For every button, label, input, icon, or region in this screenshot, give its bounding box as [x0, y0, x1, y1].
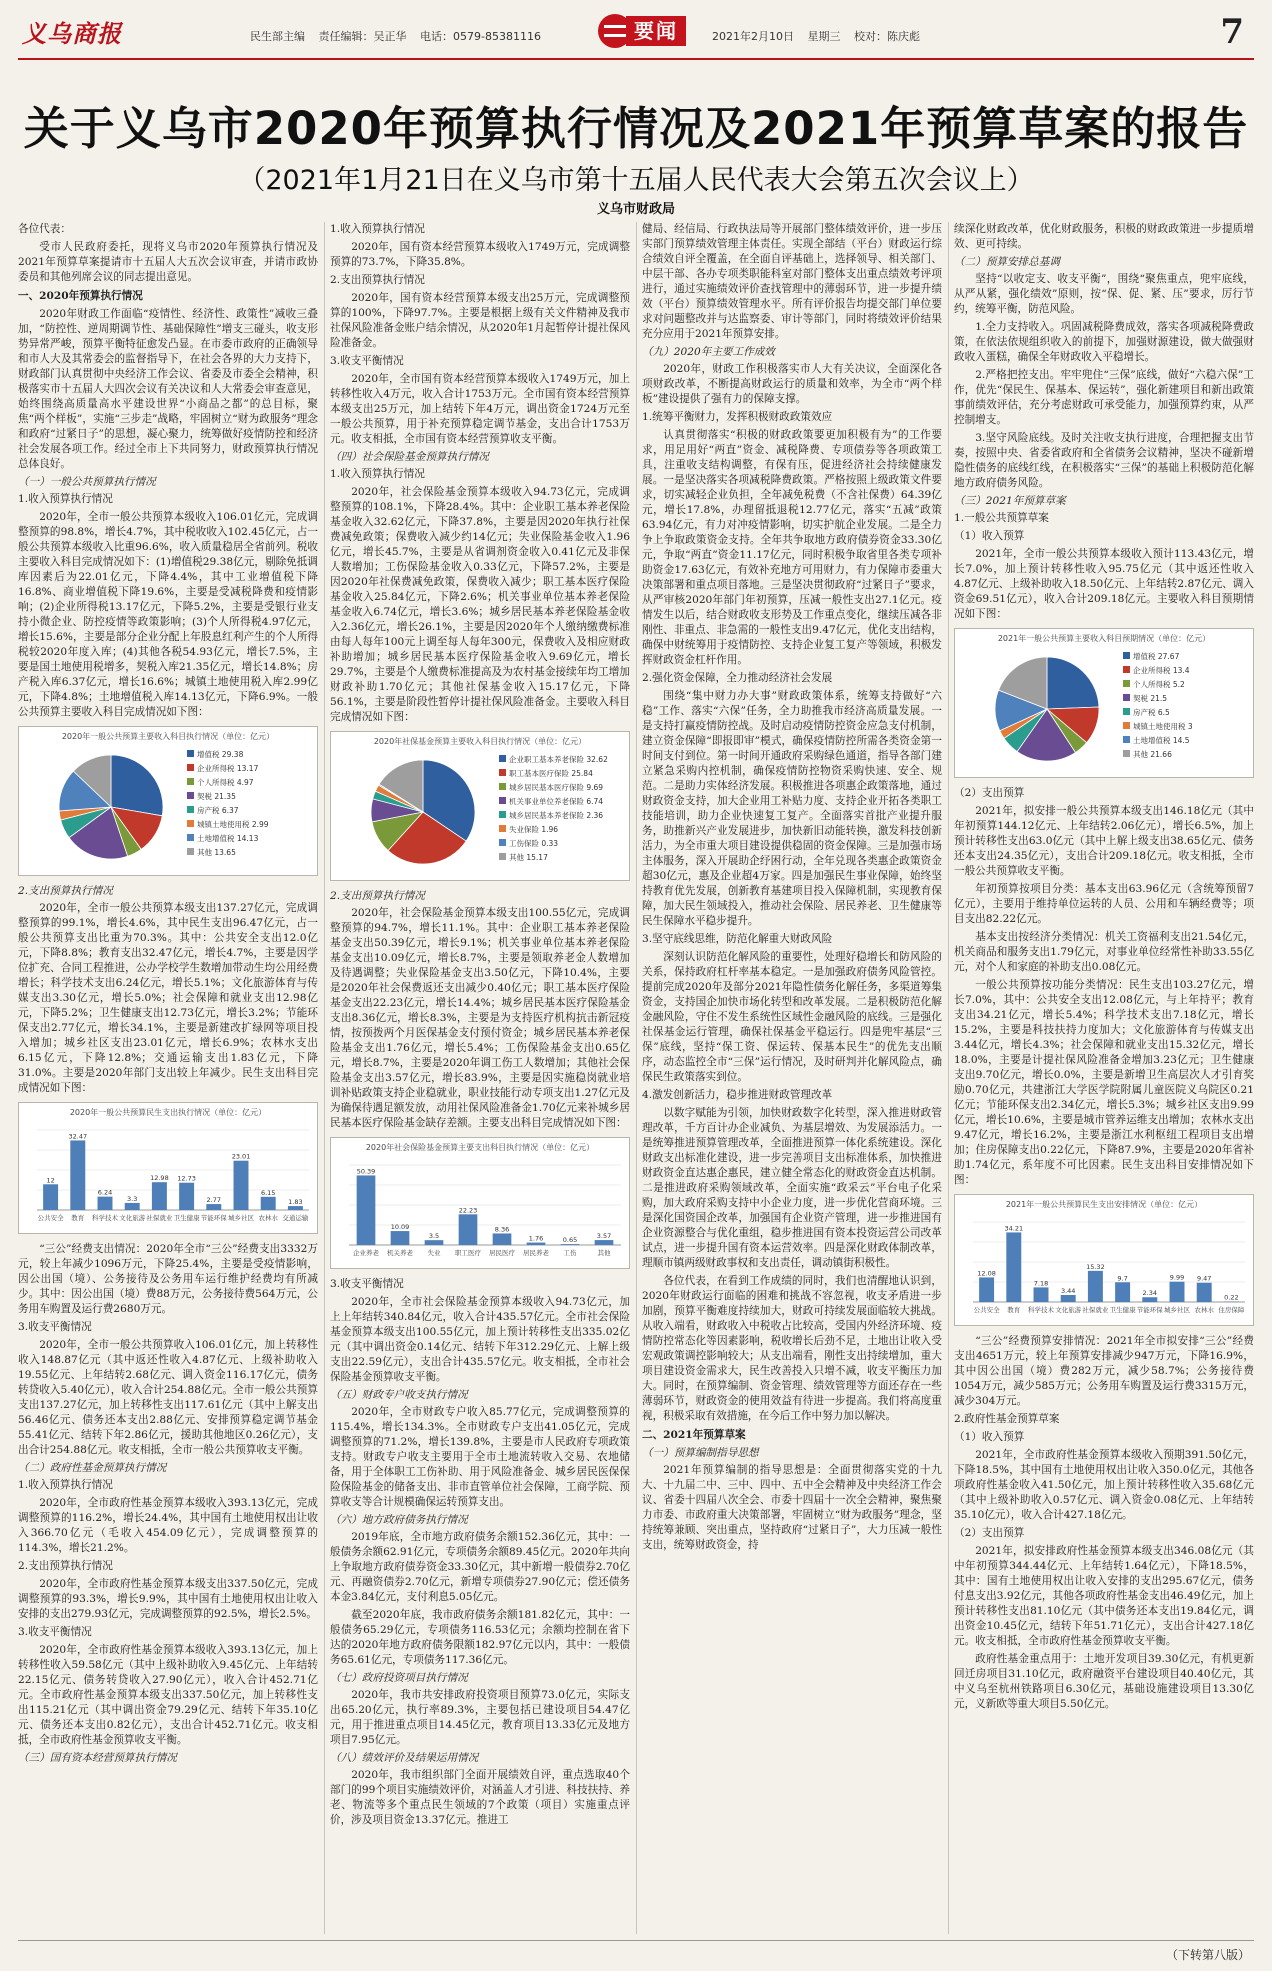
data-label: 6.24 [97, 1188, 113, 1197]
article-subtitle: （2021年1月21日在义乌市第十五届人民代表大会第五次会议上） [238, 165, 1034, 196]
subsection-heading: （三）2021年预算草案 [954, 495, 1066, 507]
data-label: 0.22 [1224, 1293, 1239, 1302]
paragraph: 2021年，全市一般公共预算本级收入预计113.43亿元，增长7.0%，加上预计转移性收入95.75亿元（其中返还性收入4.87亿元、上级补助收入18.50亿元、上年结转2.87亿元、调入资金69.51亿元），收入合计209.18亿元。主要收入科目预期情况如下图： [954, 548, 1254, 620]
bar [98, 1197, 113, 1210]
legend-swatch [499, 783, 506, 790]
item-heading: 3.收支平衡情况 [330, 355, 404, 367]
subsection-heading: （六）地方政府债务执行情况 [330, 1514, 468, 1526]
item-heading: 2.支出预算执行情况 [330, 274, 425, 286]
paragraph: 2020年，全市一般公共预算本级支出137.27亿元，完成调整预算的99.1%，增长4.6%，其中民生支出96.47亿元，占一般公共预算支出比重为70.3%。其中：公共安全支出12.0亿元，下降8.8%；教育支出32.47亿元，增长4.7%，主要是因学位扩充、合同工程推进，公办学校学生数增加带动生均公用经费增长；科学技术支出6.24亿元，增长5.1%；文化旅游体育与传媒支出3.30亿元，增长5.0%；社会保障和就业支出12.98亿元，下降5.2%；卫生健康支出12.73亿元，增长3.2%；节能环保支出2.77亿元，增长34.1%，主要是新建改扩绿网等项目投入增加；城乡社区支出23.01亿元，增长6.9%；农林水支出6.15亿元，下降12.8%；交通运输支出1.83亿元，下降31.0%。主要是2020年部门支出较上年减少。民生支出科目完成情况如下图： [18, 902, 318, 1094]
column-2 [330, 222, 630, 1934]
tick-label: 居民医疗 [489, 1249, 515, 1257]
paragraph: 续深化财政改革，优化财政服务，积极的财政政策进一步提质增效、更可持续。 [954, 223, 1254, 250]
paragraph: 2021年，拟安排政府性基金预算本级支出346.08亿元（其中年初预算344.44亿元、上年结转1.64亿元），下降18.5%，其中：国有土地使用权出让收入安排的支出295.67亿元，债务付息支出3.92亿元，其他各项政府性基金支出46.49亿元，加上预计转移性支出81.10亿元（其中债务还本支出19.84亿元，调出资金10.45亿元，结转下年51.71亿元），支出合计427.18亿元。收支相抵，全市政府性基金预算收支平衡。 [954, 1545, 1254, 1647]
legend-label: 个人所得税 5.2 [1133, 680, 1185, 689]
data-label: 0.65 [562, 1236, 578, 1245]
chart-figure [330, 1137, 630, 1269]
tick-label: 文化旅游 [119, 1214, 146, 1222]
legend-label: 土地增值税 14.5 [1133, 736, 1190, 745]
tick-label: 失业 [427, 1249, 441, 1257]
chart-figure [18, 1102, 318, 1234]
item-heading: 1.收入预算执行情况 [330, 223, 425, 235]
data-label: 15.32 [1086, 1262, 1105, 1271]
tick-label: 住房保障 [1218, 1306, 1245, 1314]
item-heading: 2.支出预算执行情况 [18, 885, 113, 897]
data-label: 9.99 [1169, 1273, 1185, 1282]
header-divider [18, 58, 1254, 60]
tick-label: 卫生健康 [173, 1214, 200, 1222]
legend-label: 增值税 27.67 [1133, 652, 1180, 661]
legend-swatch [187, 778, 194, 785]
bar [459, 1214, 478, 1245]
tick-label: 科学技术 [92, 1214, 118, 1222]
item-heading: 1.统筹平衡财力，发挥积极财政政策效应 [642, 411, 833, 423]
paragraph: 1.全力支持收入。巩固减税降费成效，落实各项减税降费政策，在依法依规组织收入的前提下，加强财源建设，做大做强财政收入蛋糕，确保全年财政收入平稳增长。 [954, 321, 1254, 363]
legend-swatch [1123, 652, 1130, 659]
item-heading: （1）收入预算 [954, 530, 1025, 542]
bar [1197, 1283, 1212, 1302]
subsection-heading: （一）预算编制指导思想 [642, 1447, 759, 1459]
tick-label: 文化旅游 [1055, 1306, 1082, 1314]
data-label: 12.98 [150, 1174, 169, 1183]
bar [234, 1161, 249, 1210]
tick-label: 科学技术 [1028, 1306, 1054, 1314]
legend-label: 企业职工基本养老保险 32.62 [509, 755, 608, 764]
paragraph: 基本支出按经济分类情况：机关工资福利支出21.54亿元，机关商品和服务支出1.79亿元，对事业单位经常性补助33.55亿元，对个人和家庭的补助支出0.08亿元。 [954, 931, 1254, 973]
data-label: 8.36 [494, 1225, 510, 1234]
data-label: 32.47 [68, 1132, 88, 1141]
legend-label: 城乡居民基本养老保险 2.36 [509, 811, 604, 820]
paragraph: 2.严格把控支出。牢牢兜住“三保”底线，做好“六稳六保”工作，优先“保民生、保基本、保运转”，强化新建项目和新出政策事前绩效评估，充分考虑财政可承受能力，加强预算约束，从严控制增支。 [954, 369, 1254, 426]
paragraph: 坚持“以收定支、收支平衡”，围绕“聚焦重点，兜牢底线，从严从紧，强化绩效”原则，按“保、促、紧、压”要求，厉行节约，统筹平衡，防范风险。 [954, 273, 1254, 315]
data-label: 9.47 [1196, 1274, 1212, 1283]
legend-swatch [187, 820, 194, 827]
editor-in-chief: 民生部主编 [250, 30, 305, 43]
chart-figure [954, 1194, 1254, 1326]
tick-label: 社保就业 [1082, 1306, 1109, 1314]
chart-bar-1 [19, 1118, 317, 1230]
bar [1170, 1282, 1185, 1302]
tick-label: 职工医疗 [455, 1249, 481, 1257]
data-label: 3.57 [596, 1232, 612, 1241]
data-label: 6.15 [260, 1188, 276, 1197]
legend-swatch [187, 848, 194, 855]
item-heading: 1.收入预算执行情况 [18, 1479, 113, 1491]
data-label: 2.34 [1142, 1289, 1158, 1298]
item-heading: 1.收入预算执行情况 [18, 493, 113, 505]
paragraph: 2020年，国有资本经营预算本级收入1749万元，完成调整预算的73.7%，下降35.8%。 [330, 241, 630, 268]
tick-label: 居民养老 [523, 1249, 549, 1257]
legend-label: 土地增值税 14.13 [197, 834, 259, 843]
legend-label: 其他 15.17 [509, 853, 548, 862]
issue-date: 2021年2月10日 [712, 30, 794, 43]
duty-editor: 责任编辑：吴正华 [318, 30, 407, 43]
legend-label: 城乡居民基本医疗保险 9.69 [509, 783, 604, 792]
legend-label: 其他 21.66 [1133, 750, 1172, 759]
masthead-logo: 义乌商报 [22, 19, 122, 48]
paragraph: 受市人民政府委托，现将义乌市2020年预算执行情况及2021年预算草案提请市十五届人大五次会议审查，并请市政协委员和其他列席会议的同志提出意见。 [18, 241, 318, 283]
tick-label: 企业养老 [353, 1249, 379, 1257]
paragraph: 2020年，全市一般公共预算本级收入106.01亿元，完成调整预算的98.8%，增长4.7%，其中税收收入102.45亿元，占一般公共预算本级收入比重96.6%，收入质量稳居全省前列。税收主要收入科目完成情况如下：(1)增值税29.38亿元，剔除免抵调库因素后为22.01亿元，下降4.4%，其中工业增值税下降16.8%、商业增值税下降19.6%，主要是受减税降费和疫情影响；(2)企业所得税13.17亿元，下降5.2%，主要是受银行业支持小微企业、防控疫情等政策影响；(3)个人所得税4.97亿元，增长15.6%，主要是部分企业分配上年股息红利产生的个人所得税较2020年度入库；(4)其他各税54.93亿元，增长7.5%，主要是国土地使用税增多，契税入库21.35亿元，增长14.8%；房产税入库6.37亿元，增长16.6%；城镇土地使用税入库2.99亿元，下降4.8%；土地增值税入库14.13亿元，下降6.9%。一般公共预算主要收入科目完成情况如下图： [18, 511, 318, 718]
item-heading: 3.坚守底线思维，防范化解重大财政风险 [642, 933, 833, 945]
subsection-heading: （九）2020年主要工作成效 [642, 346, 775, 358]
legend-swatch [499, 755, 506, 762]
legend-swatch [499, 825, 506, 832]
column-1 [18, 222, 318, 1934]
tick-label: 其他 [597, 1249, 611, 1257]
bar [561, 1244, 580, 1245]
chart-title: 2021年一般公共预算民生支出安排情况（单位：亿元） [1005, 1200, 1203, 1209]
data-label: 3.44 [1060, 1287, 1076, 1296]
page-number: 7 [1220, 12, 1244, 52]
data-label: 50.39 [356, 1167, 376, 1176]
paragraph: 以数字赋能为引领，加快财政数字化转型，深入推进财政管理改革，千方百计办企业减负、为基层增效、为发展添活力。一是统筹推进预算管理改革，全面推进预算一体化系统建设。深化财政支出标准化建设，进一步完善项目支出标准体系，加快推进财政资金直达惠企惠民，建立健全常态化的财政资金直达机制。二是推进政府采购领域改革，全面实施“政采云”平台电子化采购，加大政府采购支持中小企业力度，进一步优化营商环境。三是深化国资国企改革，加强国有企业资产管理，进一步推进国有企业资源整合与优化重组，稳步推进国有资本投资运营公司改革试点，进一步提升国有资本运营效率。四是深化财政体制改革，理顺市镇两级财政事权和支出责任，调动镇街积极性。 [642, 1107, 942, 1269]
legend-label: 增值税 29.38 [197, 750, 244, 759]
chart-title: 2021年一般公共预算主要收入科目预期情况（单位：亿元） [997, 634, 1211, 643]
item-heading: （2）支出预算 [954, 787, 1025, 799]
paragraph: 认真贯彻落实“积极的财政政策要更加积极有为”的工作要求，用足用好“两直”资金、减税降费、专项债券等各项政策工具，注重收支结构调整，有保有压，促进经济社会持续健康发展。一是坚决落实各项减税降费政策。严格按照上级政策文件要求，切实减轻企业负担，全年减免税费（不含社保费）64.39亿元，增长17.8%，办理留抵退税12.77亿元，落实“五减”政策63.94亿元，有力对冲疫情影响，切实护航企业发展。二是全力争上争取政策资金支持。全年共争取地方政府债券资金33.30亿元，争取“两直”资金11.17亿元，同时积极争取省里各类专项补助资金17.63亿元，有效补充地方可用财力，有力保障市委重大决策部署和重点项目落地。三是坚决贯彻政府“过紧日子”要求，从严审核2020年部门年初预算，压减一般性支出27.1亿元。疫情发生以后，结合财政收支形势及工作重点变化，继续压减各非刚性、非重点、非急需的一般性支出9.47亿元，优化支出结构，确保中财统筹用于疫情防控、支持企业复工复产等领域，积极发挥财政资金杠杆作用。 [642, 429, 942, 666]
bar [288, 1206, 303, 1210]
section-label: 要闻 [626, 16, 686, 46]
section-heading: 一、2020年预算执行情况 [18, 290, 143, 302]
data-label: 9.7 [1117, 1274, 1128, 1283]
item-heading: 4.激发创新活力，稳步推进财政管理改革 [642, 1089, 833, 1101]
paragraph: 围绕“集中财力办大事”财政政策体系，统筹支持做好“六稳”工作、落实“六保”任务，全力助推我市经济高质量发展。一是支持打赢疫情防控战。及时启动疫情防控资金应急支付机制，建立资金保障“即报即审”模式，确保疫情防控所需各类资金第一时间支付到位。第一时间开通政府采购绿色通道，指导各部门建立紧急采购内控机制，确保疫情防控物资采购快速、安全、规范。二是助力实体经济发展。积极推进各项惠企政策落地，通过财政资金支持，加大企业用工补贴力度、支持企业开拓各类职工技能培训，助力企业快速复工复产。全面落实首批产业提升服务，助推新兴产业发展进步，加快新旧动能转换，激发科技创新活力，为全市重大项目建设提供稳固的资金保障。三是加强市场主体服务，深入开展助企纾困行动，全年兑现各类惠企政策资金超30亿元，惠及企业超4万家。四是加强民生事业保障，始终坚持教育优先发展，创新教育基建项目投入保障机制，实现教育保障，加大民生领域投入，推动社会保险、居民养老、卫生健康等民生保障水平稳步提升。 [642, 690, 942, 927]
bar [125, 1203, 140, 1210]
column-3 [642, 222, 942, 1934]
subsection-heading: （二）预算安排总基调 [954, 256, 1060, 268]
paragraph: 2020年，社会保险基金预算本级支出100.55亿元，完成调整预算的94.7%，增长11.1%。其中：企业职工基本养老保险基金支出50.39亿元，增长9.1%；机关事业单位基本养老保险基金支出10.09亿元，增长8.7%，主要是领取养老金人数增加及待遇调整；失业保险基金支出3.50亿元，下降10.4%，主要是2020年社会保费返还支出减少0.40亿元；职工基本医疗保险基金支出22.23亿元，增长14.4%；城乡居民基本医疗保险基金支出8.36亿元，增长8.3%，主要是为支持医疗机构抗击新冠疫情，按预拨两个月医保基金支付预付资金；城乡居民基本养老保险基金支出1.76亿元，增长5.4%；工伤保险基金支出0.65亿元，增长8.7%，主要是2020年调工伤工人数增加；其他社会保险基金支出3.57亿元，增长83.9%，主要是因实施稳岗就业培训补贴政策支持企业稳就业，职业技能行动专项支出1.27亿元及为确保待遇足额发放，动用社保风险准备金1.70亿元来补城乡居民基本医疗保险基金缺存差额。主要支出科目完成情况如下图： [330, 907, 630, 1129]
pie-slice [111, 755, 163, 816]
paragraph: 健局、经信局、行政执法局等开展部门整体绩效评价，进一步压实部门预算绩效管理主体责任。实现全部结（平台）财政运行综合绩效自评全覆盖，在全面自评基础上，选择领导、相关部门、中层干部、各办专项类职能科室对部门整体支出重点绩效考评项进行，通过实施绩效评价查找管理中的薄弱环节，进一步提升绩效（平台）预算绩效管理水平。所有评价报告均提交部门单位要求对问题整改并与达监察委、审计等部门，同时将绩效评价结果充分应用于2021年预算安排。 [642, 223, 942, 340]
subsection-heading: （四）社会保险基金预算执行情况 [330, 451, 489, 463]
data-label: 34.21 [1004, 1224, 1024, 1233]
legend-swatch [499, 769, 506, 776]
bar [425, 1240, 444, 1245]
paragraph: “三公”经费支出情况：2020年全市“三公”经费支出3332万元，较上年减少1096万元，下降25.4%，主要是受疫情影响，因公出国（境）、公务接待及公务用车运行维护经费均有所减少。其中：因公出国（境）费88万元，公务接待费564万元，公务用车购置及运行费2680万元。 [18, 1243, 318, 1315]
chart-figure [954, 628, 1254, 778]
legend-swatch [187, 792, 194, 799]
article-author: 义乌市财政局 [596, 202, 675, 217]
chart-pie-2 [331, 747, 629, 877]
weekday: 星期三 [807, 30, 841, 43]
bar [527, 1243, 546, 1245]
phone: 电话：0579-85381116 [420, 30, 541, 43]
legend-swatch [499, 853, 506, 860]
data-label: 23.01 [231, 1152, 251, 1161]
item-heading: 3.收支平衡情况 [18, 1626, 92, 1638]
paragraph: 2019年底，全市地方政府债务余额152.36亿元，其中：一般债务余额62.91亿元，专项债务余额89.45亿元。2020年共向上争取地方政府债券资金33.30亿元，其中新增一般债券2.70亿元、再融资债券2.70亿元，新增专项债券27.90亿元；偿还债务本金3.84亿元，支付利息5.05亿元。 [330, 1531, 630, 1603]
paragraph: 2021年，拟安排一般公共预算本级支出146.18亿元（其中年初预算144.12亿元、上年结转2.06亿元），增长6.5%，加上预计转移性支出63.0亿元（其中上解上级支出38.65亿元、债务还本支出24.35亿元），支出合计209.18亿元。收支相抵，全市一般公共预算收支平衡。 [954, 805, 1254, 877]
paragraph: 2020年，我市共安排政府投资项目预算73.0亿元，实际支出65.20亿元，执行率89.3%，主要包括已建设项目54.47亿元，用于推进重点项目14.45亿元，教育项目13.33亿元及地方项目7.95亿元。 [330, 1689, 630, 1746]
section-badge [598, 14, 690, 48]
bar [179, 1183, 194, 1210]
chart-title: 2020年一般公共预算主要收入科目执行情况（单位：亿元） [61, 732, 275, 741]
footer-divider [18, 1940, 1254, 1941]
tick-label: 城乡社区 [228, 1214, 254, 1222]
item-heading: 1.一般公共预算草案 [954, 512, 1049, 524]
bar [493, 1233, 512, 1245]
paragraph: 2020年，全市财政专户收入85.77亿元，完成调整预算的115.4%，增长134.3%。全市财政专户支出41.05亿元，完成调整预算的71.2%，增长139.8%，主要是市人民政府专项政策支持。财政专户收支主要用于全市土地流转收入交易、农地储备，用于全体职工工伤补助、用于风险准备金、城乡居民医保保险保险基金的储备支出、非市直管单位社会保障，工商学院、预算收支等合计规模确保运转预算支出。 [330, 1406, 630, 1508]
paragraph: 2020年，社会保险基金预算本级收入94.73亿元，完成调整预算的108.1%，下降28.4%。其中：企业职工基本养老保险基金收入32.62亿元，下降37.8%，主要是因2020年执行社保费减免政策；保费收入减少约14亿元；失业保险基金收入1.96亿元，增长45.7%，主要是从省调剂资金收入0.41亿元及非保人数增加；工伤保险基金收入0.33亿元，下降57.2%，主要是因2020年社保费减免政策，保费收入减少；职工基本医疗保险基金收入25.84亿元，下降2.6%；机关事业单位基本养老保险基金收入6.74亿元，增长3.6%；城乡居民基本养老保险基金收入2.36亿元，增长26.1%，主要是因2020年个人缴纳缴费标准由每人每年100元上调至每人每年300元，保费收入及相应财政补助增加；城乡居民基本医疗保险基金收入9.69亿元，增长29.7%，主要是个人缴费标准提高及为农村基金接续年均工增加财政补助1.70亿元；其他社保基金收入15.17亿元，下降56.1%，主要是阶段性暂停计提社保风险准备金。主要收入科目完成情况如下图： [330, 486, 630, 723]
header-info-left [250, 28, 551, 44]
paragraph: 2021年预算编制的指导思想是：全面贯彻落实党的十九大、十九届二中、三中、四中、五中全会精神及中央经济工作会议、省委十四届八次全会、市委十四届十一次全会精神，聚焦聚力市委、市政府重大决策部署，牢固树立“财为政服务”理念，坚持统筹兼顾、突出重点，坚持政府“过紧日子”，大力压减一般性支出，统筹财政资金，持 [642, 1464, 942, 1551]
data-label: 22.23 [458, 1206, 478, 1215]
article-body [18, 222, 1254, 1934]
legend-label: 失业保险 1.96 [509, 825, 559, 834]
paragraph: 3.坚守风险底线。及时关注收支执行进度，合理把握支出节奏，按照中央、省委省政府和全省债务会议精神，坚决不碰新增隐性债务的底线红线，在积极落实“三保”的基础上积极防范化解地方政府债务风险。 [954, 432, 1254, 489]
chart-figure [18, 726, 318, 876]
chart-bar-2 [331, 1153, 629, 1265]
tick-label: 城乡社区 [1164, 1306, 1190, 1314]
item-heading: 2.支出预算执行情况 [18, 1560, 113, 1572]
legend-swatch [1123, 708, 1130, 715]
data-label: 12 [46, 1176, 55, 1185]
tick-label: 机关养老 [387, 1249, 413, 1257]
paragraph: 2020年，全市社会保险基金预算本级收入94.73亿元，加上上年结转340.84亿元，收入合计435.57亿元。全市社会保险基金预算本级支出100.55亿元，加上预计转移性支出335.02亿元（其中调出资金0.14亿元、结转下年312.29亿元、上解上级支出22.59亿元），支出合计435.57亿元。收支相抵，全市社会保险基金预算收支平衡。 [330, 1296, 630, 1383]
legend-swatch [499, 797, 506, 804]
legend-label: 房产税 6.37 [197, 806, 239, 815]
tick-label: 节能环保 [1136, 1306, 1163, 1314]
tick-label: 农林水 [1194, 1306, 1214, 1314]
tick-label: 公共安全 [973, 1306, 1000, 1314]
bar [261, 1197, 276, 1210]
tick-label: 社保就业 [146, 1214, 173, 1222]
header-info-right [712, 28, 930, 44]
chart-bar-3 [955, 1210, 1253, 1322]
legend-label: 企业所得税 13.17 [197, 764, 259, 773]
tick-label: 公共安全 [37, 1214, 64, 1222]
legend-label: 契税 21.35 [197, 792, 236, 801]
legend-label: 房产税 6.5 [1133, 708, 1170, 717]
paragraph: 2020年财政工作面临“疫情性、经济性、政策性”减收三叠加，“防控性、逆周期调节性、基础保障性”增支三碰头，收支形势异常严峻，预算平衡特征愈发凸显。在市委市政府的正确领导和市人大及其常委会的监督指导下，在社会各界的大力支持下，财政部门认真贯彻中央经济工作会议、省委及市委全会精神，积极落实市十五届人大四次会议有关决议和人大常委会审查意见，始终围绕高质量高水平建设世界“小商品之都”的总目标，聚焦“两个样板”，实施“三步走”战略，牢固树立“财为政服务”理念和政府“过紧日子”的思想，凝心聚力，统筹做好疫情防控和经济社会发展各项工作。经过全市上下共同努力，财政预算执行情况总体良好。 [18, 308, 318, 470]
proofreader: 校对：陈庆彪 [854, 30, 920, 43]
bar [595, 1240, 614, 1245]
paragraph: 2020年，国有资本经营预算本级支出25万元，完成调整预算的100%，下降97.7%。主要是根据上级有关文件精神及我市社保风险准备金账户结余情况，从2020年1月起暂停计提社保风险准备金。 [330, 292, 630, 349]
paragraph: 2020年，全市政府性基金预算本级支出337.50亿元，完成调整预算的93.3%，增长9.9%，其中国有土地使用权出让收入安排的支出279.93亿元，完成调整预算的92.5%，增长2.5%。 [18, 1578, 318, 1620]
legend-swatch [187, 806, 194, 813]
section-heading: 二、2021年预算草案 [642, 1429, 746, 1441]
bar [391, 1231, 410, 1245]
chart-pie-3 [955, 644, 1253, 774]
subsection-heading: （三）国有资本经营预算执行情况 [18, 1752, 177, 1764]
bar [1142, 1297, 1157, 1302]
tick-label: 工伤 [563, 1249, 577, 1257]
legend-label: 工伤保险 0.33 [509, 839, 559, 848]
paragraph: 年初预算按项目分类：基本支出63.96亿元（含统筹预留7亿元），主要用于维持单位运转的人员、公用和车辆经费等；项目支出82.22亿元。 [954, 883, 1254, 925]
legend-swatch [499, 839, 506, 846]
bar [1006, 1232, 1021, 1302]
paragraph: 2020年，全市一般公共预算收入106.01亿元，加上转移性收入148.87亿元（其中返还性收入4.87亿元、上级补助收入19.55亿元、上年结转2.68亿元、调入资金116.17亿元，债务转贷收入5.40亿元），收入合计254.88亿元。全市一般公共预算支出137.27亿元，加上转移性支出117.61亿元（其中上解支出56.46亿元、债务还本支出2.88亿元、安排预算稳定调节基金55.41亿元、结转下年2.86亿元，援助其他地区0.26亿元），支出合计254.88亿元。收支相抵，全市一般公共预算收支平衡。 [18, 1339, 318, 1456]
bar [979, 1277, 994, 1302]
paragraph: 截至2020年底，我市政府债务余额181.82亿元，其中：一般债务65.29亿元，专项债务116.53亿元；余额均控制在省下达的2020年地方政府债务限额182.97亿元以内，其中：一般债务65.61亿元，专项债务117.36亿元。 [330, 1609, 630, 1666]
data-label: 1.83 [288, 1198, 303, 1207]
subsection-heading: （七）政府投资项目执行情况 [330, 1672, 468, 1684]
legend-label: 城镇土地使用税 3 [1133, 722, 1193, 731]
tick-label: 卫生健康 [1109, 1306, 1136, 1314]
data-label: 2.77 [206, 1196, 222, 1205]
bar [1034, 1287, 1049, 1302]
paragraph: 2020年，全市国有资本经营预算本级收入1749万元，加上转移性收入4万元，收入合计1753万元。全市国有资本经营预算本级支出25万元，加上结转下年4万元，调出资金1724万元至一般公共预算，用于补充预算稳定调节基金，支出合计1753万元。收支相抵，全市国有资本经营预算收支平衡。 [330, 373, 630, 445]
legend-label: 机关事业单位养老保险 6.74 [509, 797, 604, 806]
item-heading: 2.支出预算执行情况 [330, 890, 425, 902]
item-heading: （2）支出预算 [954, 1527, 1025, 1539]
data-label: 3.3 [127, 1194, 138, 1203]
item-heading: 2.强化资金保障，全力推动经济社会发展 [642, 672, 833, 684]
legend-label: 城镇土地使用税 2.99 [197, 820, 269, 829]
item-heading: 1.收入预算执行情况 [330, 468, 425, 480]
data-label: 7.18 [1033, 1279, 1049, 1288]
page-header [0, 0, 1272, 62]
legend-label: 个人所得税 4.97 [197, 778, 254, 787]
legend-swatch [187, 834, 194, 841]
legend-swatch [187, 750, 194, 757]
legend-label: 职工基本医疗保险 25.84 [509, 769, 593, 778]
paragraph: 2020年，全市政府性基金预算本级收入393.13亿元，完成调整预算的116.2%，增长24.4%，其中国有土地使用权出让收入366.70亿元（毛收入454.09亿元），完成调整预算的114.3%，增长21.2%。 [18, 1497, 318, 1554]
legend-swatch [187, 764, 194, 771]
bar [152, 1182, 167, 1210]
legend-swatch [1123, 680, 1130, 687]
legend-swatch [1123, 694, 1130, 701]
subsection-heading: （二）政府性基金预算执行情况 [18, 1462, 167, 1474]
tick-label: 交通运输 [282, 1214, 309, 1222]
legend-label: 企业所得税 13.4 [1133, 666, 1190, 675]
chart-title: 2020年社会保险基金预算主要支出科目执行情况（单位：亿元） [365, 1143, 595, 1152]
salutation: 各位代表： [18, 223, 71, 235]
data-label: 12.08 [977, 1269, 996, 1278]
continued-note: （下转第八版） [1165, 1948, 1250, 1962]
paragraph: 深刻认识防范化解风险的重要性，处理好稳增长和防风险的关系，保持政府杠杆率基本稳定。一是加强政府债务风险管控。提前完成2020年及部分2021年隐性债务化解任务，多渠道筹集资金，支持国企加快市场化转型和改革发展。二是积极防范化解金融风险，守住不发生系统性区域性金融风险的底线。三是强化社保基金运行管理，确保社保基金平稳运行。四是兜牢基层“三保”底线，坚持“保工资、保运转、保基本民生”的优先支出顺序，动态监控全市“三保”运行情况，及时研判并化解风险点，确保民生政策落实到位。 [642, 951, 942, 1083]
subsection-heading: （五）财政专户收支执行情况 [330, 1389, 468, 1401]
tick-label: 教育 [71, 1214, 85, 1222]
paragraph: 政府性基金重点用于：土地开发项目39.30亿元，有机更新回迁房项目31.10亿元，政府融资平台建设项目40.40亿元，其中义乌至杭州铁路项目6.30亿元，基础设施建设项目13.30亿元，义新欧等重大项目5.50亿元。 [954, 1653, 1254, 1710]
item-heading: （1）收入预算 [954, 1431, 1025, 1443]
paragraph: 2020年，财政工作积极落实市人大有关决议，全面深化各项财政改革，不断提高财政运行的质量和效率，为全市“两个样板”建设提供了强有力的保障支撑。 [642, 363, 942, 405]
tick-label: 教育 [1007, 1306, 1021, 1314]
column-4 [954, 222, 1254, 1934]
bar [43, 1184, 58, 1210]
paragraph: 2020年，全市政府性基金预算本级收入393.13亿元，加上转移性收入59.58亿元（其中上级补助收入9.45亿元、上年结转22.15亿元、债务转贷收入27.90亿元），收入合计452.71亿元。全市政府性基金预算本级支出337.50亿元，加上转移性支出115.21亿元（其中调出资金79.29亿元、结转下年35.10亿元、债务还本支出0.82亿元），支出合计452.71亿元。收支相抵，全市政府性基金预算收支平衡。 [18, 1644, 318, 1746]
legend-swatch [1123, 736, 1130, 743]
legend-swatch [499, 811, 506, 818]
chart-title: 2020年社保基金预算主要收入科目执行情况（单位：亿元） [373, 737, 587, 746]
subsection-heading: （一）一般公共预算执行情况 [18, 476, 156, 488]
paragraph: 2020年，我市组织部门全面开展绩效自评，重点选取40个部门的99个项目实施绩效评价，对涵盖人才引进、科技扶持、养老、物流等多个重点民生领域的7个政策（项目）实施重点评价，涉及项目资金13.37亿元。推进工 [330, 1769, 630, 1826]
data-label: 10.09 [390, 1223, 410, 1232]
legend-swatch [1123, 666, 1130, 673]
pie-slice [1047, 657, 1099, 709]
bar [70, 1140, 85, 1210]
bar [206, 1204, 221, 1210]
data-label: 1.76 [528, 1234, 544, 1243]
chart-pie-1 [19, 742, 317, 872]
legend-swatch [1123, 750, 1130, 757]
chart-figure [330, 731, 630, 881]
bar [1115, 1282, 1130, 1302]
article-title: 关于义乌市2020年预算执行情况及2021年预算草案的报告 [23, 102, 1249, 155]
paragraph: 一般公共预算按功能分类情况：民生支出103.27亿元，增长7.0%，其中：公共安全支出12.08亿元，与上年持平；教育支出34.21亿元，增长5.4%；科学技术支出7.18亿元，增长15.2%，主要是科技扶持力度加大；文化旅游体育与传媒支出3.44亿元，增长4.3%；社会保障和就业支出15.32亿元，增长18.0%，主要是计提社保风险准备金增加3.23亿元；卫生健康支出9.70亿元，增长0.0%，主要是新增卫生高层次人才引育奖励0.70亿元，共建浙江大学医学院附属儿童医院义乌院区0.21亿元；节能环保支出2.34亿元，增长5.3%；城乡社区支出9.99亿元，增长10.6%，主要是城市管养运维支出增加；农林水支出9.47亿元，增长16.2%，主要是浙江水利枢纽工程项目支出增加；住房保障支出0.22亿元，下降87.9%，主要是2020年省补助1.74亿元，系年度不可比因素。民生支出科目安排情况如下图： [954, 979, 1254, 1186]
bar [357, 1175, 376, 1245]
bar [1061, 1295, 1076, 1302]
item-heading: 2.政府性基金预算草案 [954, 1413, 1060, 1425]
data-label: 12.73 [177, 1174, 196, 1183]
paragraph: 2021年，全市政府性基金预算本级收入预期391.50亿元，下降18.5%，其中国有土地使用权出让收入350.0亿元，其他各项政府性基金收入41.50亿元，加上预计转移性收入35.68亿元（其中上级补助收入0.57亿元、调入资金0.08亿元、上年结转35.10亿元），收入合计427.18亿元。 [954, 1449, 1254, 1521]
bar [1088, 1271, 1103, 1302]
paragraph: 各位代表，在看到工作成绩的同时，我们也清醒地认识到，2020年财政运行面临的困难和挑战不容忽视，收支矛盾进一步加剧，预算平衡难度持续加大，财政可持续发展面临较大挑战。从收入端看，财政收入中税收占比较高，受国内外经济环境、疫情防控常态化等因素影响，税收增长后劲不足，土地出让收入受宏观政策调控影响较大；从支出端看，刚性支出持续增加，重大项目建设资金需求大，民生改善投入只增不减，收支平衡压力加大。同时，在预算编制、资金管理、绩效管理等方面还存在一些薄弱环节，财政资金的使用效益有待进一步提高。我们将高度重视，积极采取有效措施，在今后工作中努力加以解决。 [642, 1275, 942, 1422]
tick-label: 农林水 [258, 1214, 278, 1222]
legend-swatch [1123, 722, 1130, 729]
legend-label: 其他 13.65 [197, 848, 236, 857]
paragraph: “三公”经费预算安排情况：2021年全市拟安排“三公”经费支出4651万元，较上年预算安排减少947万元，下降16.9%，其中因公出国（境）费282万元，减少58.7%；公务接待费1054万元，减少585万元；公务用车购置及运行费3315万元，减少304万元。 [954, 1335, 1254, 1407]
item-heading: 3.收支平衡情况 [18, 1321, 92, 1333]
tick-label: 节能环保 [200, 1214, 227, 1222]
subsection-heading: （八）绩效评价及结果运用情况 [330, 1752, 479, 1764]
data-label: 3.5 [428, 1232, 440, 1241]
item-heading: 3.收支平衡情况 [330, 1278, 404, 1290]
legend-label: 契税 21.5 [1133, 694, 1168, 703]
chart-title: 2020年一般公共预算民生支出执行情况（单位：亿元） [69, 1108, 267, 1117]
